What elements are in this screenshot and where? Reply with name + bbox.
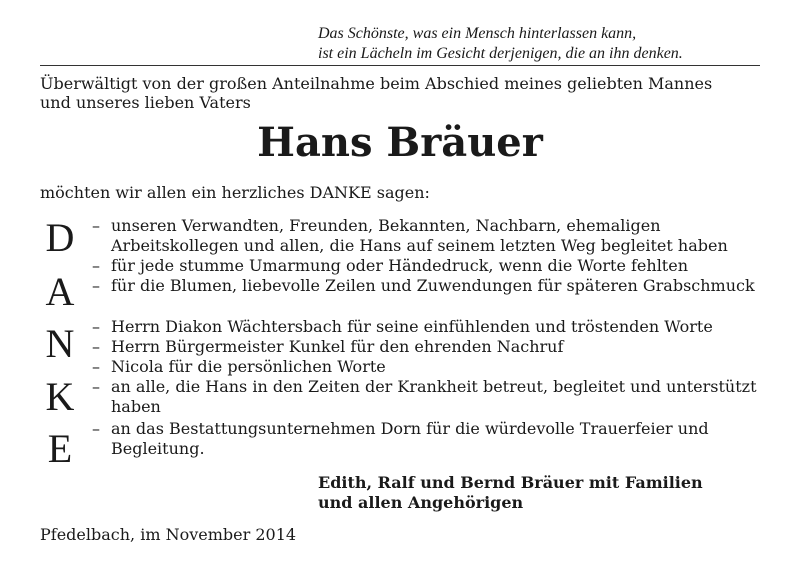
list-item — [92, 256, 772, 276]
list-item-text: unseren Verwandten, Freunden, Bekannten, Nachbarn, ehemaligen Arbeitskollegen und allen, die Hans auf seinem letzten Weg begleitet haben — [111, 216, 728, 255]
dash-mark: – — [92, 276, 100, 295]
dash-mark: – — [92, 216, 100, 235]
deceased-name: Hans Bräuer — [257, 119, 543, 166]
dash-mark: – — [92, 357, 100, 376]
dash-mark: – — [92, 317, 100, 336]
list-item — [92, 216, 772, 256]
dash-mark: – — [92, 256, 100, 275]
acrostic-letter-k: K — [45, 374, 75, 419]
list-item — [92, 377, 772, 417]
place-date: Pfedelbach, im November 2014 — [40, 525, 297, 544]
list-item-text: Herrn Bürgermeister Kunkel für den ehrenden Nachruf — [111, 337, 564, 356]
divider-line — [40, 65, 760, 66]
intro-text — [40, 74, 780, 112]
signature-line-1: Edith, Ralf und Bernd Bräuer mit Familien — [318, 473, 703, 492]
list-item-text: für jede stumme Umarmung oder Händedruck, wenn die Worte fehlten — [111, 256, 689, 275]
dash-mark: – — [92, 337, 100, 356]
dash-mark: – — [92, 419, 100, 438]
intro-line-1: Überwältigt von der großen Anteilnahme beim Abschied meines geliebten Mannes — [40, 74, 713, 93]
quote-line-2: ist ein Lächeln im Gesicht derjenigen, die an ihn denken. — [318, 45, 683, 62]
quote-line-1: Das Schönste, was ein Mensch hinterlassen kann, — [318, 25, 637, 42]
acrostic-letter-a: A — [45, 269, 75, 314]
list-item-text: an das Bestattungsunternehmen Dorn für die würdevolle Trauerfeier und Begleitung. — [111, 419, 709, 458]
signature-block — [318, 473, 778, 513]
quote-block — [318, 24, 778, 64]
list-item — [92, 337, 772, 357]
dash-mark: – — [92, 377, 100, 396]
list-item — [92, 317, 772, 337]
acrostic-letter-d: D — [45, 215, 75, 260]
acrostic-letter-n: N — [45, 321, 75, 366]
thanks-lead: möchten wir allen ein herzliches DANKE sagen: — [40, 183, 430, 202]
acrostic-letter-e: E — [47, 426, 73, 471]
list-item-text: an alle, die Hans in den Zeiten der Krankheit betreut, begleitet und unterstützt haben — [111, 377, 757, 416]
intro-line-2: und unseres lieben Vaters — [40, 93, 251, 112]
list-item-text: Nicola für die persönlichen Worte — [111, 357, 386, 376]
list-item — [92, 357, 772, 377]
list-item — [92, 419, 772, 459]
signature-line-2: und allen Angehörigen — [318, 493, 524, 512]
list-item — [92, 276, 772, 296]
list-item-text: Herrn Diakon Wächtersbach für seine einfühlenden und tröstenden Worte — [111, 317, 713, 336]
list-item-text: für die Blumen, liebevolle Zeilen und Zuwendungen für späteren Grabschmuck — [111, 276, 755, 295]
